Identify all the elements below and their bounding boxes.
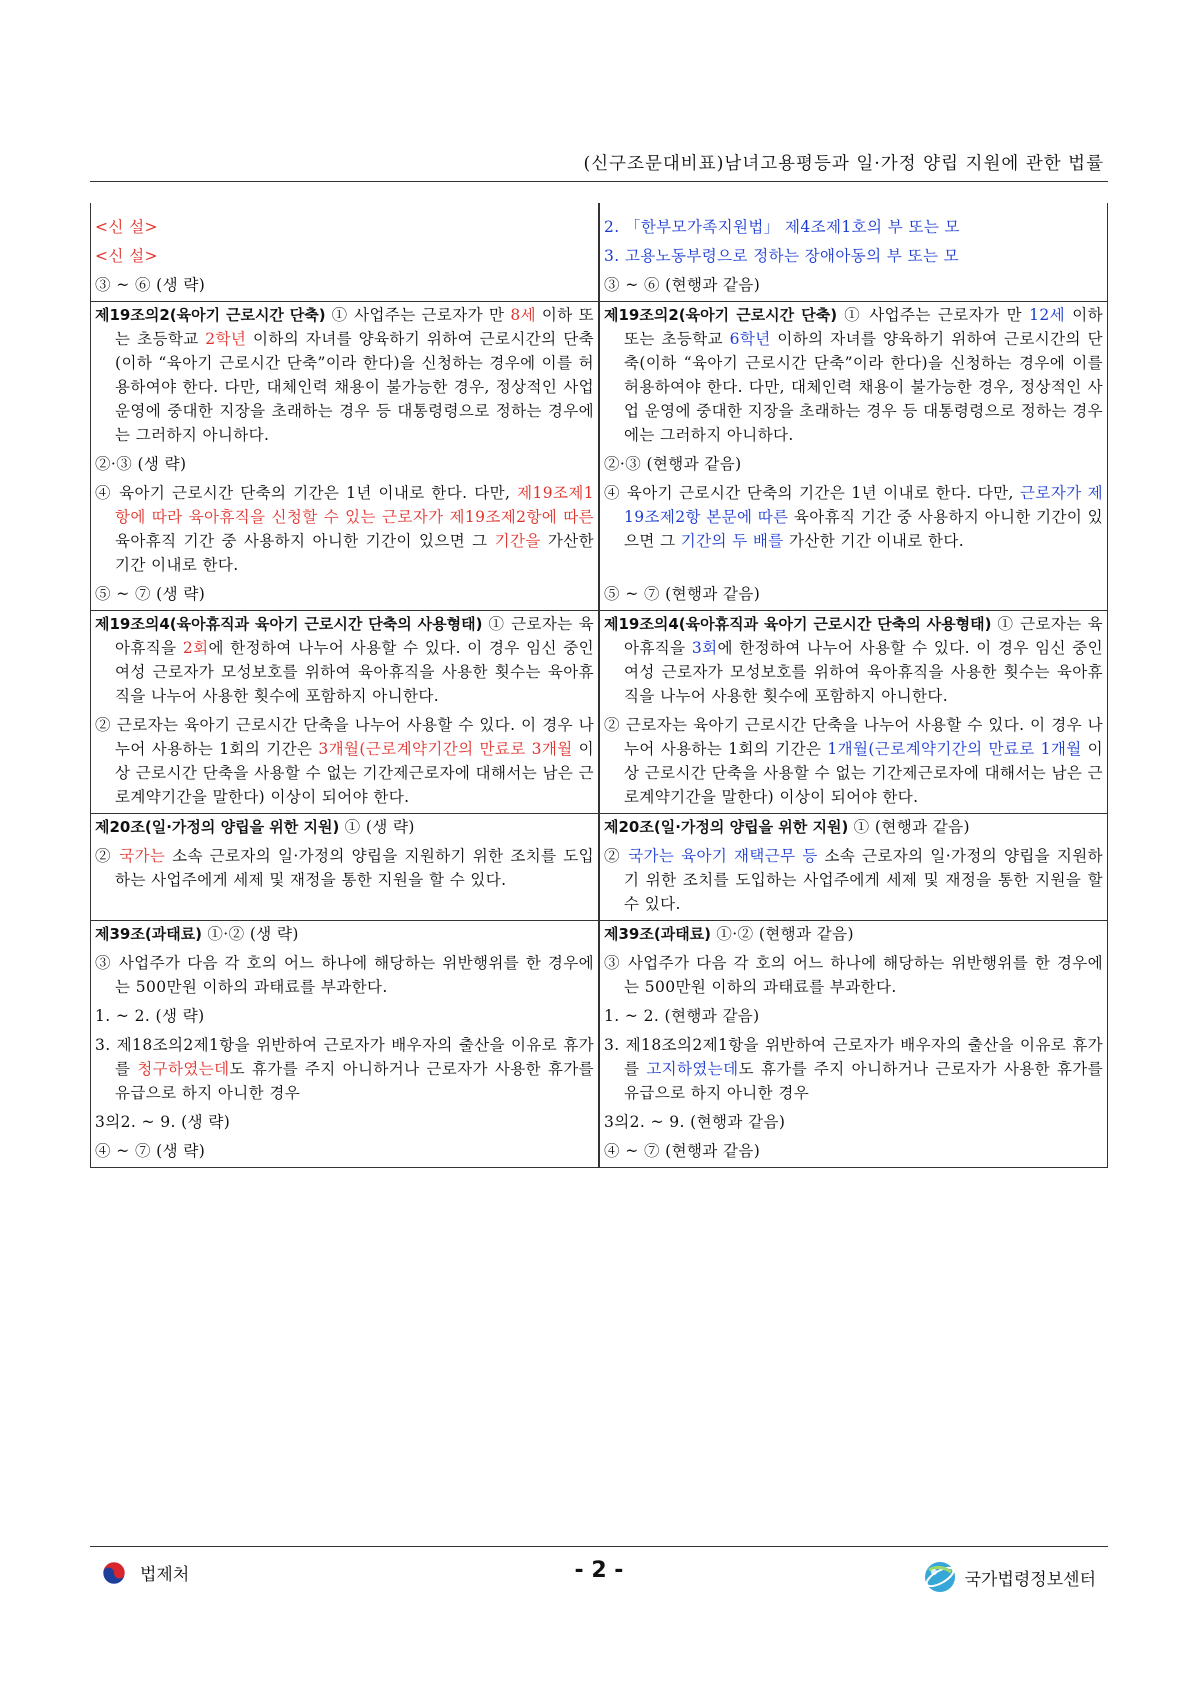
provision-segment: 1. ~ 2. (생 략) [95, 1007, 205, 1025]
provision-segment: 가산한 기간 이내로 한다. [115, 532, 595, 574]
provision-segment: 에 한정하여 나누어 사용할 수 있다. 이 경우 임신 중인 여성 근로자가 모성보호를 위하여 육아휴직을 사용한 횟수는 육아휴직을 나누어 사용한 횟수에 포함하지 아니한다. [624, 639, 1103, 705]
provision-segment: 도 휴가를 주지 아니하거나 근로자가 사용한 휴가를 유급으로 하지 아니한 경우 [624, 1060, 1104, 1102]
revised-provision-cell [599, 843, 1108, 921]
provision-text [95, 582, 594, 606]
changed-text: 제19조제1항에 따라 육아휴직을 신청할 수 있는 근로자가 제19조제2항에 따른 [115, 484, 594, 526]
provision-segment: 육아휴직 기간 중 사용하지 아니한 기간이 있으면 그 [115, 532, 495, 550]
provision-text [95, 244, 594, 268]
provision-text [604, 951, 1103, 999]
provision-segment: 이하 또는 초등학교 [624, 306, 1103, 348]
changed-text: 12세 [1029, 306, 1066, 324]
provision-text [604, 244, 1103, 268]
current-provision-cell [91, 480, 600, 581]
current-provision-cell [91, 302, 600, 452]
comparison-row [91, 480, 1108, 581]
provision-segment: ⑤ ~ ⑦ (현행과 같음) [604, 585, 761, 603]
changed-text: 기간의 두 배를 [680, 532, 784, 550]
provision-text [95, 922, 594, 946]
provision-text [95, 481, 594, 577]
provision-segment: ⑤ ~ ⑦ (생 략) [95, 585, 206, 603]
provision-segment: 3. 제18조의2제1항을 위반하여 근로자가 배우자의 출산을 이유로 휴가를 [604, 1036, 1103, 1078]
comparison-row [91, 611, 1108, 713]
comparison-row [91, 1032, 1108, 1109]
provision-segment: ① (현행과 같음) [848, 818, 970, 836]
provision-segment: 소속 근로자의 일·가정의 양립을 지원하기 위한 조치를 도입하는 사업주에게 세제 및 재정을 통한 지원을 할 수 있다. [115, 847, 594, 889]
provision-segment: 육아휴직 기간 중 사용하지 아니한 기간이 있으면 그 [624, 508, 1103, 550]
provision-segment: 이하의 자녀를 양육하기 위하여 근로시간의 단축(이하 “육아기 근로시간 단축”이라 한다)을 신청하는 경우에 이를 허용하여야 한다. 다만, 대체인력 채용이 불가능한 경우, 정상적인 사업 운영에 중대한 지장을 초래하는 경우 등 대통령령으로 정하는 경우에는 그러하지 아니하다. [624, 330, 1103, 444]
provision-text [95, 303, 594, 447]
provision-text [604, 815, 1103, 839]
revised-provision-cell [599, 243, 1108, 272]
provision-segment: 이상 근로시간 단축을 사용할 수 없는 기간제근로자에 대해서는 남은 근로계약기간을 말한다) 이상이 되어야 한다. [624, 740, 1103, 806]
provision-segment: ① 근로자는 육아휴직을 [115, 615, 594, 657]
changed-text: 3회 [691, 639, 718, 657]
provision-text [604, 1033, 1103, 1105]
current-provision-cell [91, 203, 600, 243]
changed-text: 2학년 [205, 330, 247, 348]
provision-segment: ③ 사업주가 다음 각 호의 어느 하나에 해당하는 위반행위를 한 경우에는 500만원 이하의 과태료를 부과한다. [95, 954, 594, 996]
provision-text [604, 1004, 1103, 1028]
comparison-row [91, 203, 1108, 243]
article-heading: 제19조의4(육아휴직과 육아기 근로시간 단축의 사용형태) [604, 615, 992, 633]
provision-segment: ③ ~ ⑥ (현행과 같음) [604, 276, 761, 294]
revised-provision-cell [599, 1109, 1108, 1138]
revised-provision-cell [599, 272, 1108, 302]
provision-text [95, 1033, 594, 1105]
revised-provision-cell [599, 581, 1108, 611]
revised-provision-cell [599, 814, 1108, 844]
article-heading: 제39조(과태료) [604, 925, 712, 943]
footer-ministry-name: 법제처 [140, 1565, 190, 1585]
changed-text: <신 설> [95, 247, 158, 265]
changed-text: 국가는 육아기 재택근무 등 [628, 847, 818, 865]
page-footer [90, 1556, 1108, 1596]
provision-text [95, 215, 594, 239]
changed-text: 고지하였는데 [646, 1060, 739, 1078]
revised-provision-cell [599, 451, 1108, 480]
revised-provision-cell [599, 480, 1108, 581]
provision-text [95, 951, 594, 999]
current-provision-cell [91, 814, 600, 844]
comparison-row [91, 1109, 1108, 1138]
provision-text [604, 582, 1103, 606]
provision-text [95, 1110, 594, 1134]
revised-provision-cell [599, 921, 1108, 951]
revised-provision-cell [599, 950, 1108, 1003]
revised-provision-cell [599, 1003, 1108, 1032]
provision-text [95, 452, 594, 476]
changed-text: 3개월(근로계약기간의 만료로 3개월 [318, 740, 573, 758]
current-provision-cell [91, 451, 600, 480]
current-provision-cell [91, 843, 600, 921]
provision-segment: ① 사업주는 근로자가 만 [837, 306, 1030, 324]
provision-segment: 소속 근로자의 일·가정의 양립을 지원하기 위한 조치를 도입하는 사업주에게 세제 및 재정을 통한 지원을 할 수 있다. [624, 847, 1104, 913]
changed-text: 2. 「한부모가족지원법」 제4조제1호의 부 또는 모 [604, 218, 960, 236]
comparison-row [91, 712, 1108, 814]
comparison-row [91, 814, 1108, 844]
provision-text [95, 612, 594, 708]
provision-text [95, 713, 594, 809]
article-heading: 제19조의4(육아휴직과 육아기 근로시간 단축의 사용형태) [95, 615, 483, 633]
provision-text [95, 1139, 594, 1163]
current-provision-cell [91, 243, 600, 272]
current-provision-cell [91, 1003, 600, 1032]
current-provision-cell [91, 611, 600, 713]
article-heading: 제20조(일·가정의 양립을 위한 지원) [604, 818, 849, 836]
provision-text [95, 1004, 594, 1028]
comparison-row [91, 272, 1108, 302]
page-number: - 2 - [574, 1558, 624, 1583]
changed-text: 6학년 [729, 330, 771, 348]
provision-segment: 1. ~ 2. (현행과 같음) [604, 1007, 760, 1025]
comparison-table [90, 203, 1108, 1168]
header-divider [90, 181, 1108, 182]
provision-segment: ③ 사업주가 다음 각 호의 어느 하나에 해당하는 위반행위를 한 경우에는 500만원 이하의 과태료를 부과한다. [604, 954, 1103, 996]
article-heading: 제19조의2(육아기 근로시간 단축) [95, 306, 326, 324]
changed-text: 3. 고용노동부령으로 정하는 장애아동의 부 또는 모 [604, 247, 960, 265]
footer-center-name: 국가법령정보센터 [964, 1569, 1096, 1590]
changed-text: 근로자가 제19조제2항 본문에 따른 [624, 484, 1103, 526]
changed-text: 2회 [182, 639, 209, 657]
provision-segment: 3의2. ~ 9. (생 략) [95, 1113, 231, 1131]
comparison-row [91, 1138, 1108, 1168]
comparison-row [91, 302, 1108, 452]
provision-segment: ②·③ (생 략) [95, 455, 187, 473]
comparison-row [91, 243, 1108, 272]
provision-segment: ④ 육아기 근로시간 단축의 기간은 1년 이내로 한다. 다만, [604, 484, 1020, 502]
provision-segment: ② [95, 847, 120, 865]
comparison-row [91, 921, 1108, 951]
provision-segment: ④ 육아기 근로시간 단축의 기간은 1년 이내로 한다. 다만, [95, 484, 518, 502]
changed-text: 국가는 [119, 847, 166, 865]
changed-text: 1개월(근로계약기간의 만료로 1개월 [827, 740, 1082, 758]
provision-text [604, 713, 1103, 809]
current-provision-cell [91, 950, 600, 1003]
provision-segment: ②·③ (현행과 같음) [604, 455, 742, 473]
current-provision-cell [91, 1109, 600, 1138]
provision-segment: 가산한 기간 이내로 한다. [783, 532, 965, 550]
current-provision-cell [91, 1032, 600, 1109]
provision-text [604, 922, 1103, 946]
article-heading: 제19조의2(육아기 근로시간 단축) [604, 306, 838, 324]
provision-segment: ④ ~ ⑦ (현행과 같음) [604, 1142, 761, 1160]
provision-segment: ② [604, 847, 629, 865]
law-info-center-logo-icon [923, 1560, 957, 1594]
provision-segment: ① 사업주는 근로자가 만 [325, 306, 511, 324]
provision-segment: ④ ~ ⑦ (생 략) [95, 1142, 206, 1160]
provision-segment: ② 근로자는 육아기 근로시간 단축을 나누어 사용할 수 있다. 이 경우 나누어 사용하는 1회의 기간은 [95, 716, 594, 758]
provision-segment: ① (생 략) [339, 818, 415, 836]
current-provision-cell [91, 272, 600, 302]
revised-provision-cell [599, 1032, 1108, 1109]
provision-segment: 이하 또는 초등학교 [115, 306, 594, 348]
comparison-row [91, 451, 1108, 480]
provision-segment: ①·② (현행과 같음) [711, 925, 854, 943]
revised-provision-cell [599, 712, 1108, 814]
provision-text [604, 452, 1103, 476]
comparison-row [91, 843, 1108, 921]
provision-segment: 이하의 자녀를 양육하기 위하여 근로시간의 단축(이하 “육아기 근로시간 단축”이라 한다)을 신청하는 경우에 이를 허용하여야 한다. 다만, 대체인력 채용이 불가능한 경우, 정상적인 사업 운영에 중대한 지장을 초래하는 경우 등 대통령령으로 정하는 경우에는 그러하지 아니하다. [115, 330, 594, 444]
provision-text [604, 612, 1103, 708]
comparison-row [91, 950, 1108, 1003]
provision-text [604, 481, 1103, 553]
comparison-row [91, 581, 1108, 611]
provision-segment: 이상 근로시간 단축을 사용할 수 없는 기간제근로자에 대해서는 남은 근로계약기간을 말한다) 이상이 되어야 한다. [115, 740, 594, 806]
provision-text [604, 1139, 1103, 1163]
current-provision-cell [91, 921, 600, 951]
provision-text [95, 273, 594, 297]
current-provision-cell [91, 1138, 600, 1168]
document-title: (신구조문대비표)남녀고용평등과 일·가정 양립 지원에 관한 법률 [583, 154, 1104, 174]
changed-text: <신 설> [95, 218, 158, 236]
revised-provision-cell [599, 302, 1108, 452]
provision-segment: ② 근로자는 육아기 근로시간 단축을 나누어 사용할 수 있다. 이 경우 나누어 사용하는 1회의 기간은 [604, 716, 1103, 758]
provision-text [604, 1110, 1103, 1134]
revised-provision-cell [599, 1138, 1108, 1168]
provision-segment: 3. 제18조의2제1항을 위반하여 근로자가 배우자의 출산을 이유로 휴가를 [95, 1036, 594, 1078]
changed-text: 8세 [510, 306, 536, 324]
comparison-row [91, 1003, 1108, 1032]
provision-segment: ③ ~ ⑥ (생 략) [95, 276, 206, 294]
footer-divider [90, 1546, 1108, 1547]
changed-text: 기간을 [494, 532, 541, 550]
revised-provision-cell [599, 611, 1108, 713]
revised-provision-cell [599, 203, 1108, 243]
provision-text [604, 844, 1103, 916]
provision-text [604, 215, 1103, 239]
provision-segment: 도 휴가를 주지 아니하거나 근로자가 사용한 휴가를 유급으로 하지 아니한 경우 [115, 1060, 595, 1102]
comparison-table-body [91, 203, 1108, 1168]
footer-right [923, 1560, 1096, 1594]
changed-text: 청구하였는데 [137, 1060, 230, 1078]
article-heading: 제39조(과태료) [95, 925, 203, 943]
provision-segment: 3의2. ~ 9. (현행과 같음) [604, 1113, 786, 1131]
provision-text [95, 815, 594, 839]
provision-text [95, 844, 594, 892]
provision-segment: ① 근로자는 육아휴직을 [624, 615, 1103, 657]
current-provision-cell [91, 712, 600, 814]
provision-segment: 에 한정하여 나누어 사용할 수 있다. 이 경우 임신 중인 여성 근로자가 모성보호를 위하여 육아휴직을 사용한 횟수는 육아휴직을 나누어 사용한 횟수에 포함하지 아니한다. [115, 639, 594, 705]
article-heading: 제20조(일·가정의 양립을 위한 지원) [95, 818, 340, 836]
provision-text [604, 273, 1103, 297]
provision-text [604, 303, 1103, 447]
current-provision-cell [91, 581, 600, 611]
provision-segment: ①·② (생 략) [202, 925, 299, 943]
